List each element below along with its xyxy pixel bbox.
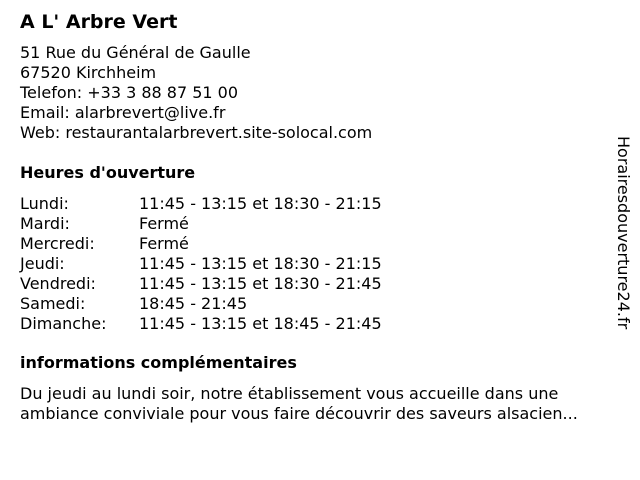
hours-time: 11:45 - 13:15 et 18:30 - 21:15 <box>139 194 382 213</box>
info-line-1: Du jeudi au lundi soir, notre établissement vous accueille dans une <box>20 384 559 403</box>
hours-day: Vendredi: <box>20 274 96 293</box>
street-address: 51 Rue du Général de Gaulle <box>20 43 251 62</box>
hours-day: Jeudi: <box>20 254 65 273</box>
business-name: A L' Arbre Vert <box>20 11 178 33</box>
hours-row-lundi <box>20 194 382 214</box>
hours-time: Fermé <box>139 214 189 233</box>
hours-day: Mercredi: <box>20 234 95 253</box>
hours-row-dimanche <box>20 314 382 334</box>
city-postal: 67520 Kirchheim <box>20 63 157 82</box>
hours-row-jeudi <box>20 254 382 274</box>
hours-row-mardi <box>20 214 382 234</box>
info-description <box>20 384 630 424</box>
hours-time: 11:45 - 13:15 et 18:45 - 21:45 <box>139 314 382 333</box>
site-watermark: Horairesdouverture24.fr <box>614 136 633 330</box>
hours-time: 11:45 - 13:15 et 18:30 - 21:45 <box>139 274 382 293</box>
info-line-2: ambiance conviviale pour vous faire découvrir des saveurs alsacien... <box>20 404 578 423</box>
email-line: Email: alarbrevert@live.fr <box>20 103 226 122</box>
hours-day: Dimanche: <box>20 314 107 333</box>
hours-row-vendredi <box>20 274 382 294</box>
hours-day: Lundi: <box>20 194 69 213</box>
hours-day: Mardi: <box>20 214 70 233</box>
hours-time: 18:45 - 21:45 <box>139 294 248 313</box>
hours-row-samedi <box>20 294 382 314</box>
hours-day: Samedi: <box>20 294 86 313</box>
website-line: Web: restaurantalarbrevert.site-solocal.com <box>20 123 373 142</box>
contact-block <box>20 43 372 143</box>
hours-row-mercredi <box>20 234 382 254</box>
hours-heading: Heures d'ouverture <box>20 163 196 182</box>
info-heading: informations complémentaires <box>20 353 297 372</box>
hours-time: Fermé <box>139 234 189 253</box>
hours-time: 11:45 - 13:15 et 18:30 - 21:15 <box>139 254 382 273</box>
hours-table <box>20 194 382 334</box>
phone-line: Telefon: +33 3 88 87 51 00 <box>20 83 239 102</box>
